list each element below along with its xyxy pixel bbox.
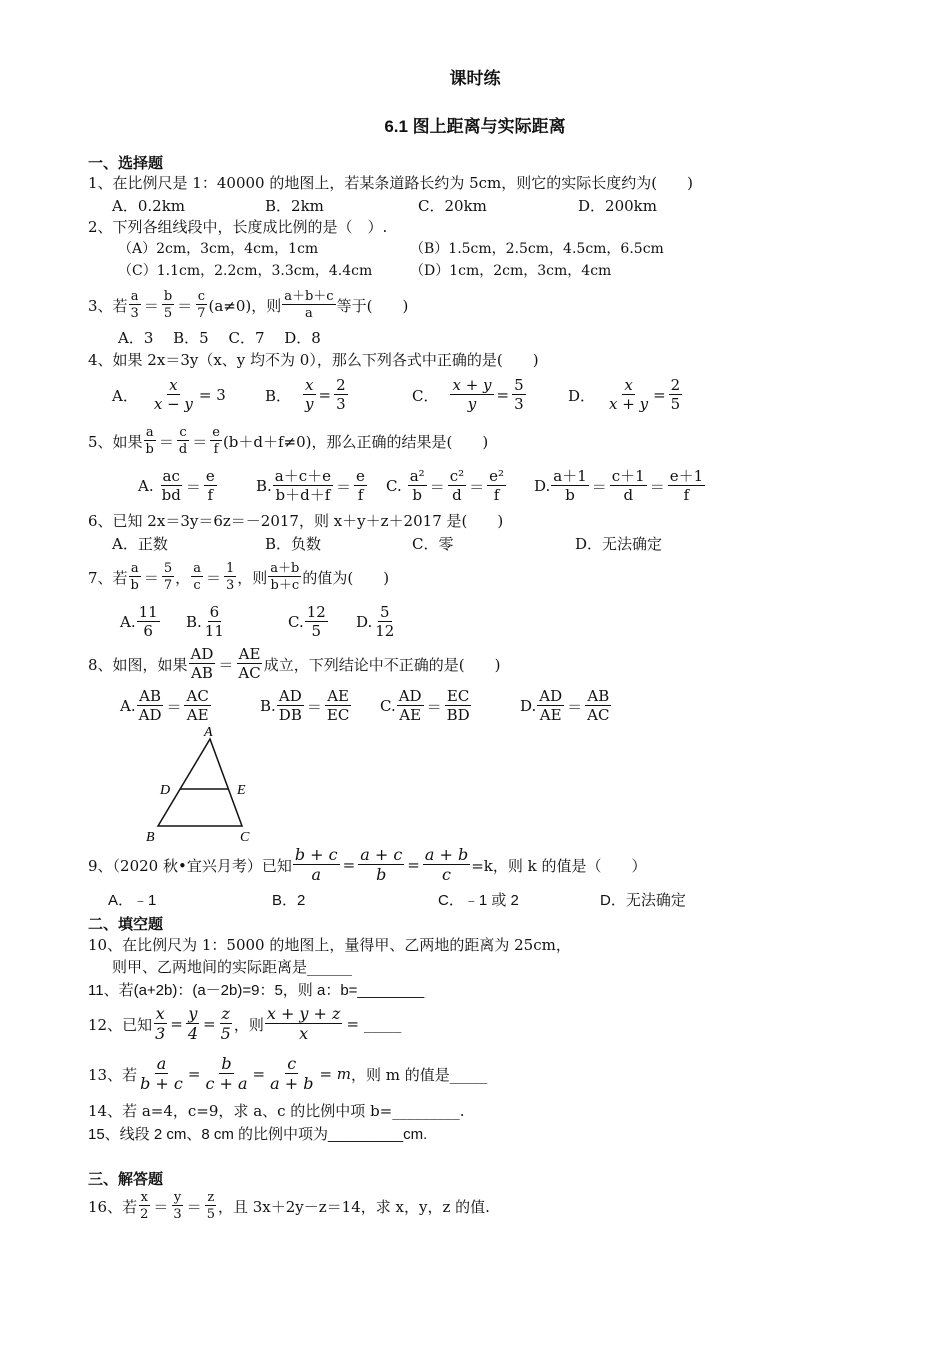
q5-option-b: B. a＋c＋e b＋d＋f ＝ e f xyxy=(256,467,365,504)
q6-option-d: D．无法确定 xyxy=(575,535,663,553)
q2-option-b: （B）1.5cm，2.5cm，4.5cm，6.5cm xyxy=(410,241,664,257)
q2-option-a: （A）2cm，3cm，4cm，1cm xyxy=(118,241,319,257)
question-2: 2、下列各组线段中，长度成比例的是（ ）. xyxy=(88,218,388,236)
question-5: 5、如果 a b ＝ c d ＝ e f (b＋d＋f≠0)，那么正确的结果是( ) xyxy=(88,425,489,457)
triangle-figure xyxy=(140,722,260,846)
q3-options: A．3 B．5 C．7 D．8 xyxy=(118,329,321,347)
q8-option-c: C. AD AE ＝ EC BD xyxy=(380,687,470,724)
q8-option-d: D. AD AE ＝ AB AC xyxy=(520,687,610,724)
page-subtitle: 6.1 图上距离与实际距离 xyxy=(384,117,566,136)
q1-option-a: A．0.2km xyxy=(112,197,186,215)
q8-option-b: B. AD DB ＝ AE EC xyxy=(260,687,350,724)
section-heading-choice: 一、选择题 xyxy=(88,155,164,172)
label-b: B xyxy=(146,830,155,845)
q7-option-b: B. 6 11 xyxy=(186,603,224,640)
question-16: 16、若 x 2 ＝ y 3 ＝ z 5 ，且 3x＋2y－z＝14，求 x，y，z 的值. xyxy=(88,1190,490,1222)
question-15: 15、线段 2 cm、8 cm 的比例中项为_________cm. xyxy=(88,1126,428,1143)
label-e: E xyxy=(237,783,246,798)
question-4: 4、如果 2x＝3y（x、y 均不为 0），那么下列各式中正确的是( ) xyxy=(88,351,539,369)
question-12: 12、已知 $\frac{x}{3}$ = $\frac{y}{4}$ = $\frac{z}{5}$ ，则 $\frac{x + y + z}{x}$ = _____ xyxy=(88,1004,402,1043)
label-d: D xyxy=(160,783,171,798)
question-11: 11、若(a+2b)：(a－2b)=9：5，则 a：b=________ xyxy=(88,982,425,999)
page-title: 课时练 xyxy=(449,69,501,88)
q6-option-c: C．零 xyxy=(412,535,454,553)
triangle-abc xyxy=(158,739,242,826)
q3-suffix: 等于( ) xyxy=(336,296,409,315)
q5-option-c: C. a² b ＝ c² d ＝ e² f xyxy=(386,467,505,504)
q9-option-c: C．﹣1 或 2 xyxy=(438,892,519,909)
question-3: 3、若 a 3 ＝ b 5 ＝ c 7 (a≠0)，则 a＋b＋c a 等于( ) xyxy=(88,289,409,321)
q3-frac-b: b 5 xyxy=(163,289,173,321)
q7-option-c: C. 12 5 xyxy=(288,603,326,640)
question-10-line-2: 则甲、乙两地间的实际距离是______ xyxy=(112,958,353,976)
q9-option-b: B．2 xyxy=(272,892,306,909)
section-heading-fill: 二、填空题 xyxy=(88,916,164,933)
q7-option-d: D. 5 12 xyxy=(356,603,395,640)
question-14: 14、若 a=4，c=9，求 a、c 的比例中项 b=_________. xyxy=(88,1102,465,1120)
q4-option-d: D． $\frac{x}{x + y}$ = $\frac{2}{5}$ xyxy=(568,376,681,413)
q6-option-b: B．负数 xyxy=(265,535,322,553)
q9-option-d: D．无法确定 xyxy=(600,892,686,909)
q8-option-a: A. AB AD ＝ AC AE xyxy=(120,687,209,724)
q4-option-b: B． $\frac{x}{y}$ = $\frac{2}{3}$ xyxy=(265,376,346,413)
q6-option-a: A．正数 xyxy=(112,535,168,553)
q9-option-a: A．﹣1 xyxy=(108,892,157,909)
question-1: 1、在比例尺是 1：40000 的地图上，若某条道路长约为 5cm，则它的实际长度约为( ) xyxy=(88,174,693,192)
q4-option-c: C． $\frac{x + y}{y}$ = $\frac{5}{3}$ xyxy=(412,376,524,413)
q3-prefix: 3、若 xyxy=(88,296,128,315)
q2-option-c: （C）1.1cm，2.2cm，3.3cm，4.4cm xyxy=(118,263,373,279)
label-a: A xyxy=(204,725,213,740)
q3-frac-sum: a＋b＋c a xyxy=(284,289,334,321)
q5-option-d: D. a＋1 b ＝ c＋1 d ＝ e＋1 f xyxy=(534,467,704,504)
q3-frac-c: c 7 xyxy=(197,289,206,321)
question-7: 7、若 a b ＝ 5 7 ， a c ＝ 1 3 ，则 a＋b b＋c 的值为( ) xyxy=(88,561,390,593)
q1-option-d: D．200km xyxy=(578,197,657,215)
question-8: 8、如图，如果 AD AB ＝ AE AC 成立，下列结论中不正确的是( ) xyxy=(88,645,501,682)
q7-option-a: A. 11 6 xyxy=(120,603,158,640)
question-13: 13、若 $\frac{a}{b + c}$ = $\frac{b}{c + a}$ = $\frac{c}{a + b}$ = m ，则 m 的值是_____ xyxy=(88,1054,488,1093)
q1-option-b: B．2km xyxy=(265,197,324,215)
q4-option-a: A． $\frac{x}{x - y}$ = 3 xyxy=(112,376,226,413)
q1-option-c: C．20km xyxy=(418,197,487,215)
q3-frac-a: a 3 xyxy=(130,289,139,321)
question-10-line-1: 10、在比例尺为 1：5000 的地图上，量得甲、乙两地的距离为 25cm， xyxy=(88,936,571,954)
q5-option-a: A. ac bd ＝ e f xyxy=(138,467,215,504)
q3-middle: (a≠0)，则 xyxy=(208,296,282,315)
question-6: 6、已知 2x＝3y＝6z＝－2017，则 x＋y＋z＋2017 是( ) xyxy=(88,512,504,530)
label-c: C xyxy=(240,830,250,845)
section-heading-answer: 三、解答题 xyxy=(88,1171,164,1188)
q2-option-d: （D）1cm，2cm，3cm，4cm xyxy=(410,263,612,279)
question-9: 9、（2020 秋•宜兴月考）已知 $\frac{b + c}{a}$ = $\frac{a + c}{b}$ = $\frac{a + b}{c}$ =k，则 k 的值是（ ） xyxy=(88,845,647,884)
